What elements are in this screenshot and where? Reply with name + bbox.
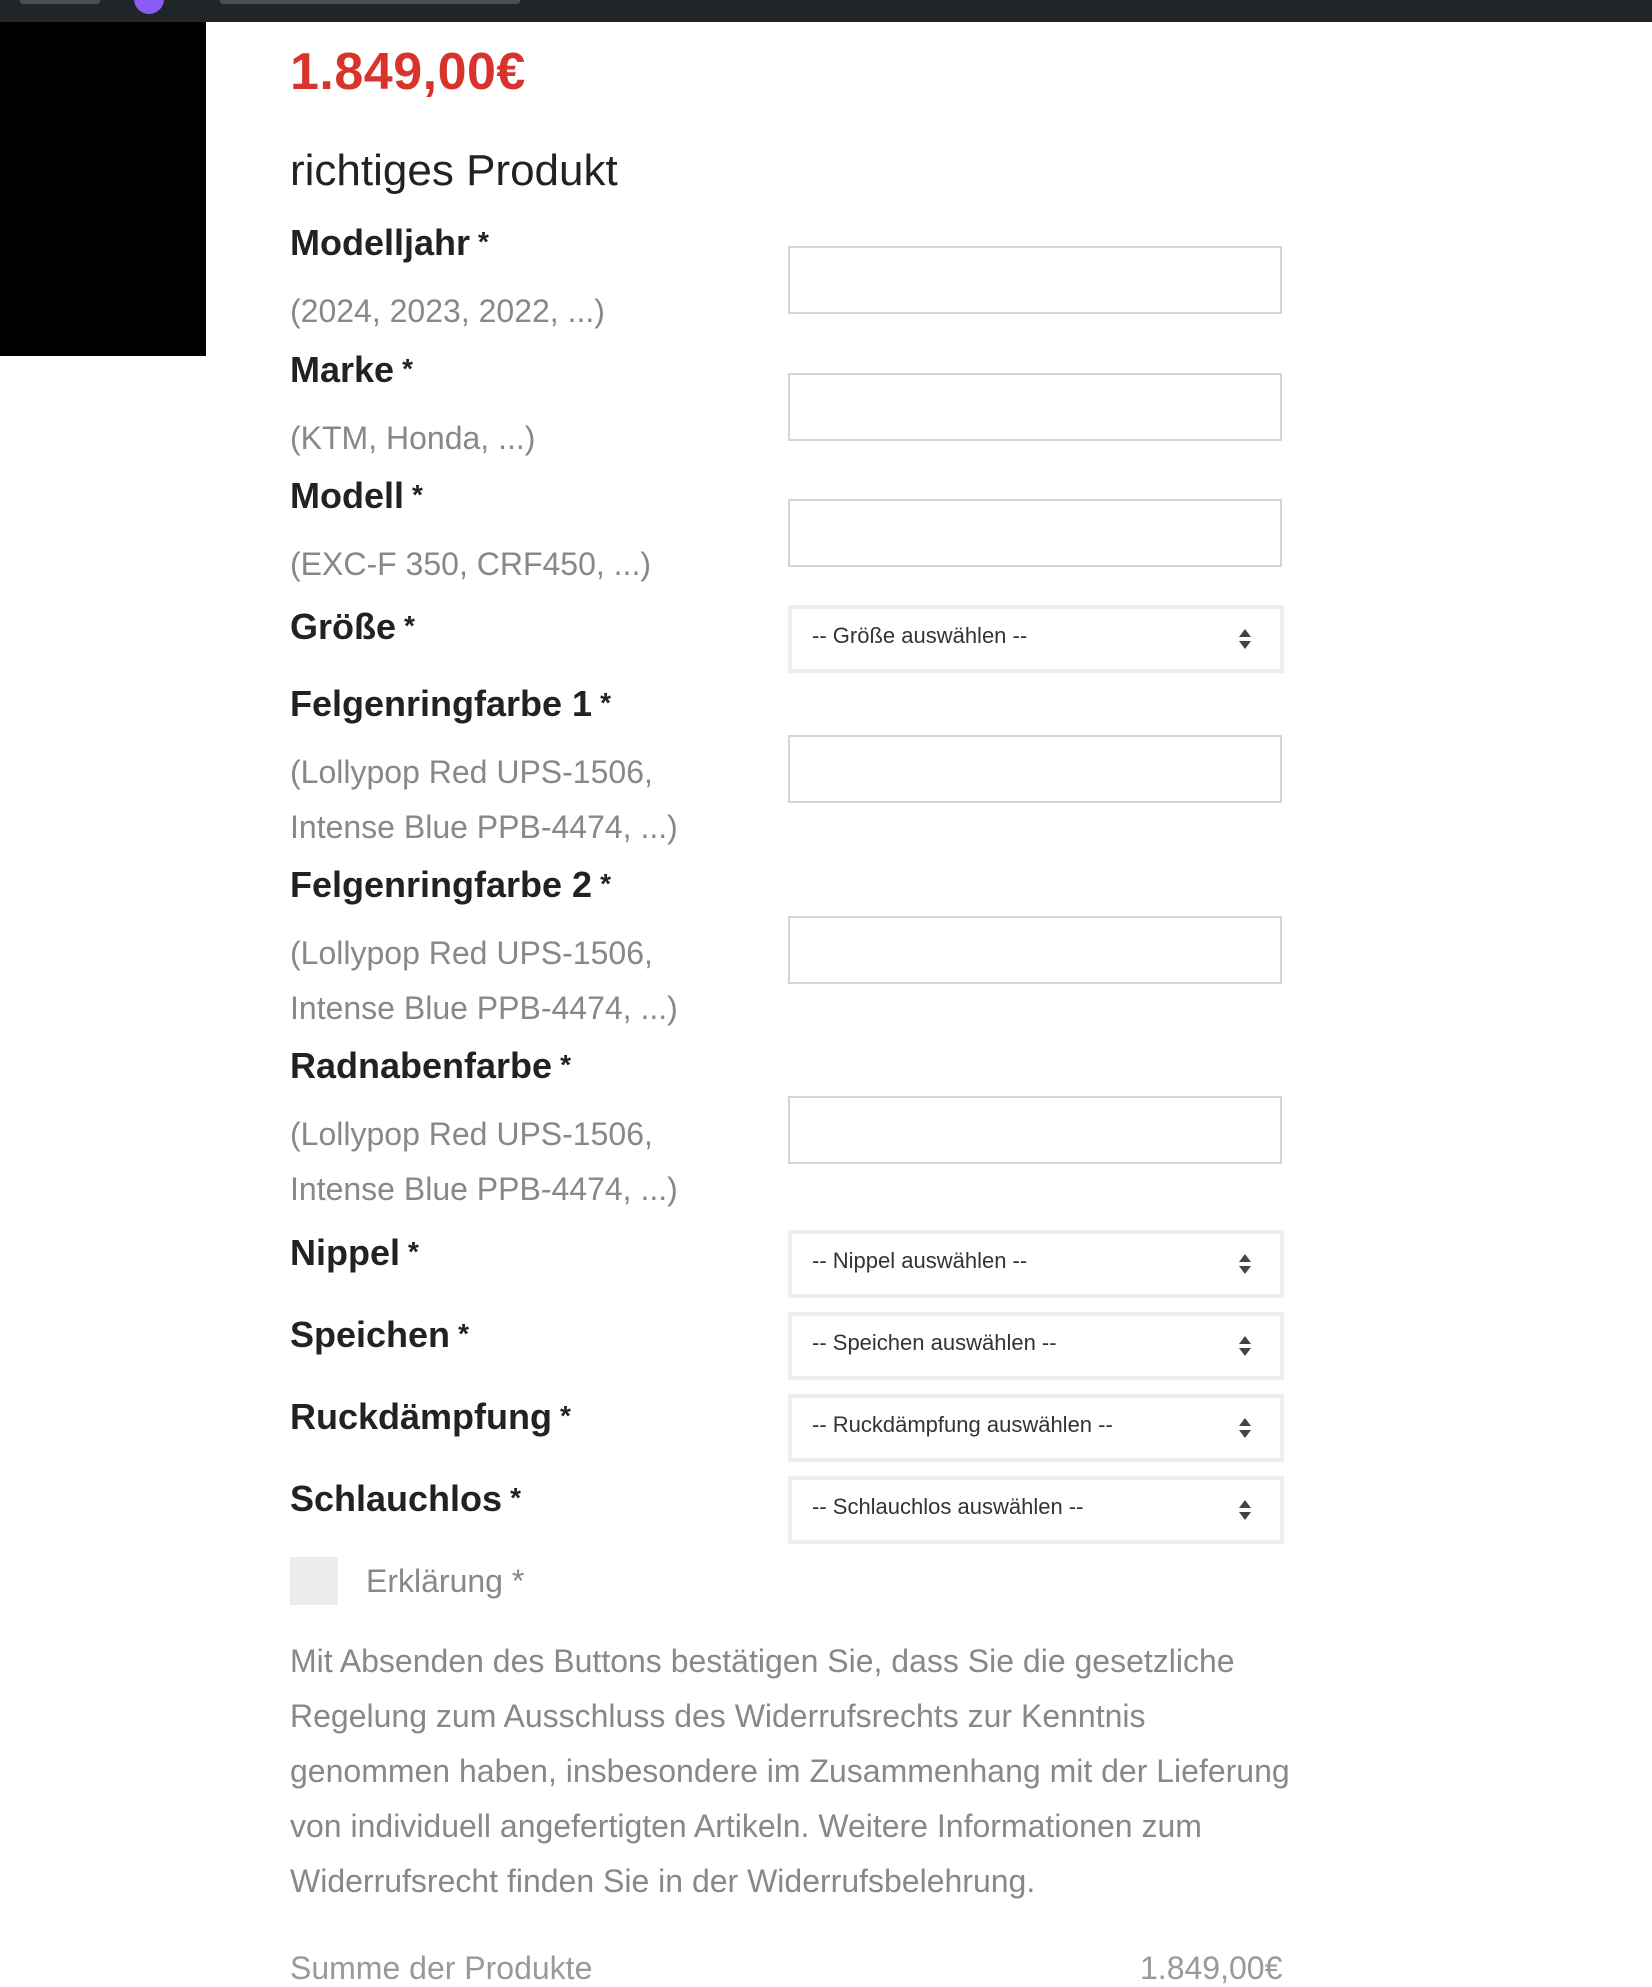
top-bar (0, 0, 1652, 22)
field-label-felgenringfarbe1 (290, 683, 611, 725)
withdrawal-notice: Mit Absenden des Buttons bestätigen Sie, dass Sie die gesetzliche Regelung zum Ausschluss des Widerrufsrechts zur Kenntnis genommen haben, insbesondere im Zusammenhang mit der Lieferung von individuell angefertigten Artikeln. Weitere Informationen zum Widerrufsrecht finden Sie in der Widerrufsbelehrung. (290, 1643, 1290, 1899)
felgenringfarbe2-input[interactable] (788, 916, 1282, 984)
label-text: Felgenringfarbe 2 (290, 864, 593, 905)
modell-input[interactable] (788, 499, 1282, 567)
field-label-modell (290, 475, 423, 517)
required-mark: * (510, 1482, 521, 1513)
field-label-nippel (290, 1232, 419, 1274)
required-mark: * (560, 1400, 571, 1431)
field-hint-felgenringfarbe2: (Lollypop Red UPS-1506, Intense Blue PPB-4474, ...) (290, 935, 678, 1026)
required-mark: * (408, 1236, 419, 1267)
select-value: -- Größe auswählen -- (812, 623, 1028, 648)
avatar-icon[interactable] (134, 0, 164, 14)
required-mark: * (402, 353, 413, 384)
field-label-schlauchlos (290, 1478, 521, 1520)
marke-input[interactable] (788, 373, 1282, 441)
label-text: Marke (290, 349, 395, 390)
summary-label: Summe der Produkte (290, 1950, 593, 1986)
up-down-arrows-icon (1238, 1252, 1252, 1276)
label-text: Größe (290, 606, 397, 647)
select-value: -- Ruckdämpfung auswählen -- (812, 1412, 1113, 1437)
field-hint-modelljahr: (2024, 2023, 2022, ...) (290, 293, 605, 329)
speichen-select[interactable] (788, 1312, 1284, 1380)
radnabenfarbe-input[interactable] (788, 1096, 1282, 1164)
section-title: richtiges Produkt (290, 146, 618, 195)
up-down-arrows-icon (1238, 1334, 1252, 1358)
felgenringfarbe1-input[interactable] (788, 735, 1282, 803)
field-hint-modell: (EXC-F 350, CRF450, ...) (290, 546, 651, 582)
field-label-marke (290, 349, 413, 391)
field-hint-radnabenfarbe: (Lollypop Red UPS-1506, Intense Blue PPB-4474, ...) (290, 1116, 678, 1207)
up-down-arrows-icon (1238, 1416, 1252, 1440)
select-value: -- Schlauchlos auswählen -- (812, 1494, 1084, 1519)
field-label-felgenringfarbe2 (290, 864, 611, 906)
required-mark: * (600, 687, 611, 718)
up-down-arrows-icon (1238, 1498, 1252, 1522)
required-mark: * (404, 610, 415, 641)
field-label-radnabenfarbe (290, 1045, 571, 1087)
label-text: Schlauchlos (290, 1478, 503, 1519)
nippel-select[interactable] (788, 1230, 1284, 1298)
label-text: Nippel (290, 1232, 401, 1273)
top-bar-ghost-text (20, 0, 100, 4)
field-label-groesse (290, 606, 415, 648)
redacted-image (0, 22, 206, 356)
product-price: 1.849,00€ (290, 43, 526, 101)
required-mark: * (412, 479, 423, 510)
required-mark: * (560, 1049, 571, 1080)
field-hint-marke: (KTM, Honda, ...) (290, 420, 536, 456)
label-text: Radnabenfarbe (290, 1045, 553, 1086)
label-text: Modelljahr (290, 222, 471, 263)
groesse-select[interactable] (788, 605, 1284, 673)
summary-value: 1.849,00€ (1140, 1950, 1283, 1986)
required-mark: * (600, 868, 611, 899)
label-text: Felgenringfarbe 1 (290, 683, 593, 724)
ruckdaempfung-select[interactable] (788, 1394, 1284, 1462)
label-text: Ruckdämpfung (290, 1396, 553, 1437)
top-bar-ghost-text (220, 0, 520, 4)
declaration-checkbox[interactable] (290, 1557, 338, 1605)
modelljahr-input[interactable] (788, 246, 1282, 314)
field-label-ruckdaempfung (290, 1396, 571, 1438)
required-mark: * (458, 1318, 469, 1349)
label-text: Modell (290, 475, 404, 516)
declaration-label: Erklärung * (366, 1563, 525, 1599)
required-mark: * (478, 226, 489, 257)
select-value: -- Speichen auswählen -- (812, 1330, 1057, 1355)
select-value: -- Nippel auswählen -- (812, 1248, 1028, 1273)
field-hint-felgenringfarbe1: (Lollypop Red UPS-1506, Intense Blue PPB-4474, ...) (290, 754, 678, 845)
field-label-modelljahr (290, 222, 489, 264)
schlauchlos-select[interactable] (788, 1476, 1284, 1544)
label-text: Speichen (290, 1314, 451, 1355)
up-down-arrows-icon (1238, 627, 1252, 651)
field-label-speichen (290, 1314, 469, 1356)
